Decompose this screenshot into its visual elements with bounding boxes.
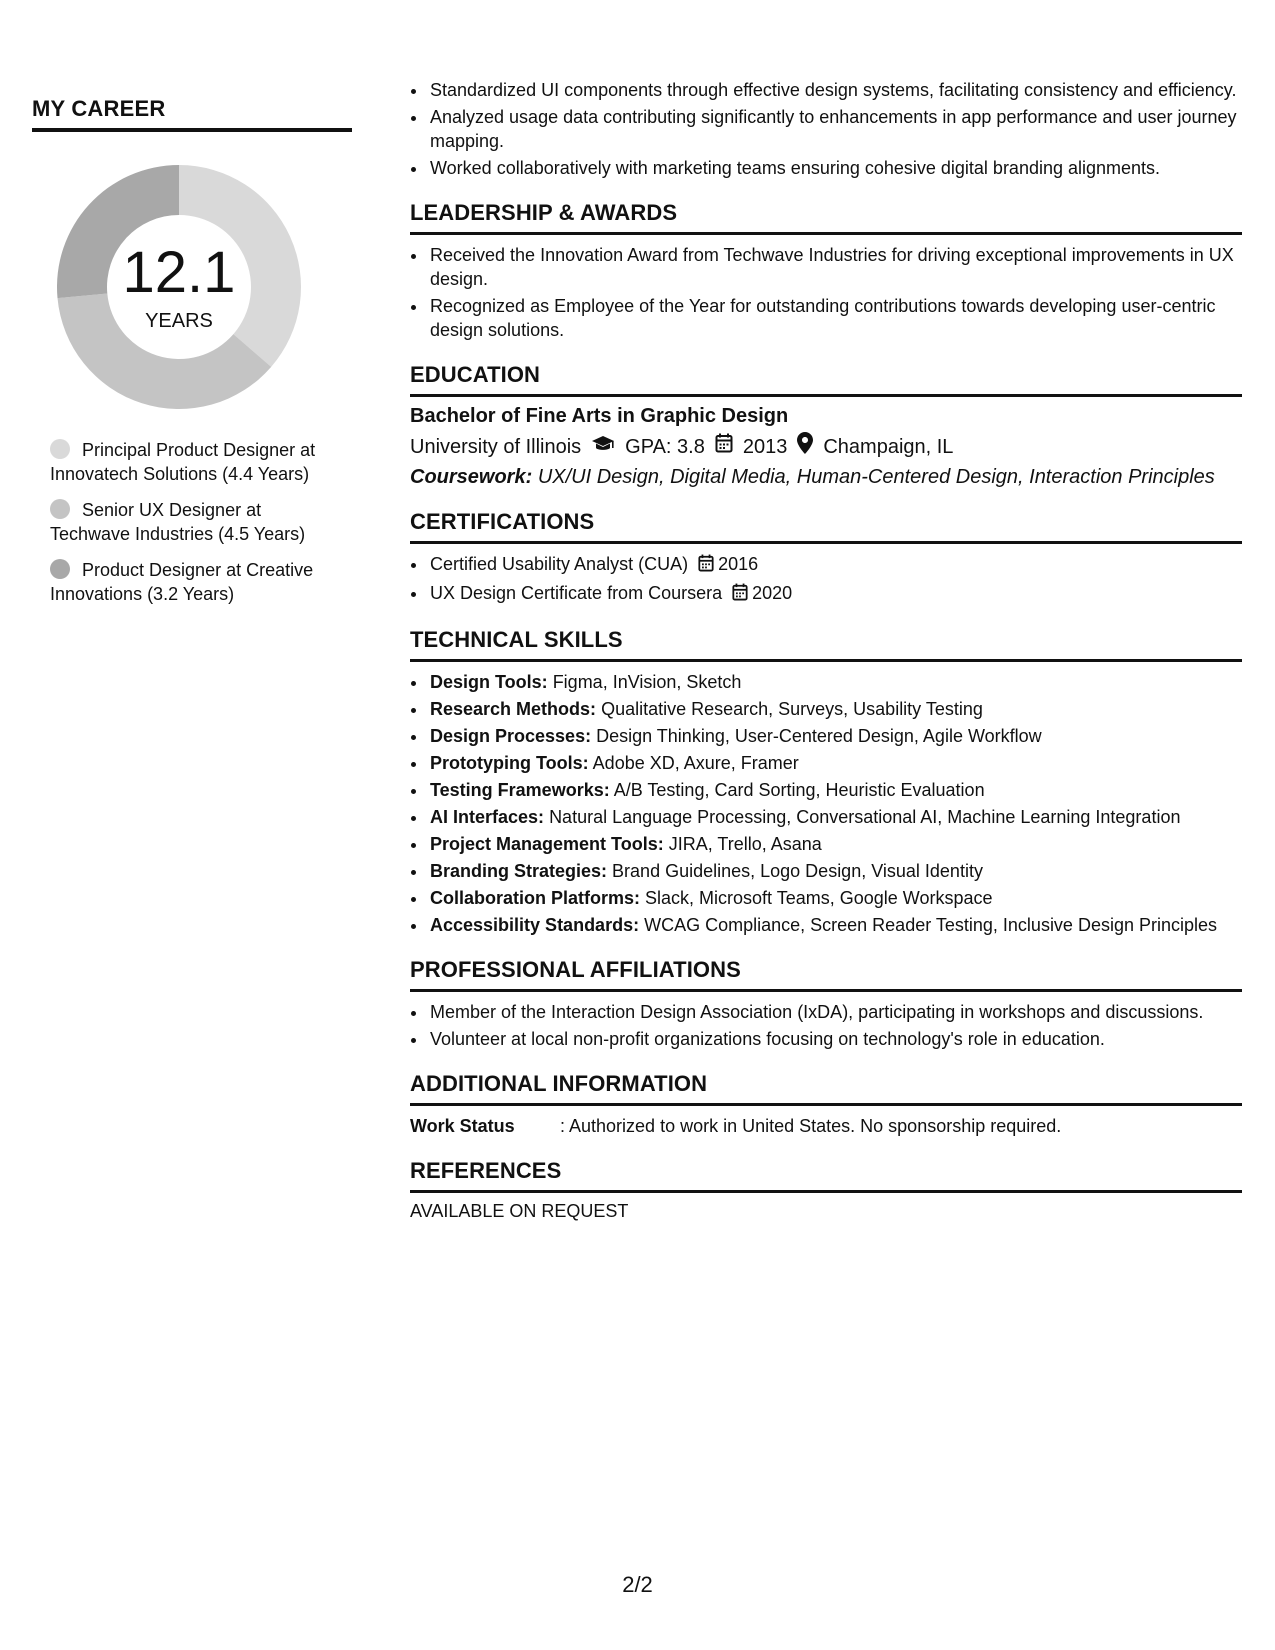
education-year: 2013	[742, 436, 788, 458]
legend-item	[50, 558, 330, 606]
list-item: • Volunteer at local non-profit organizations focusing on technology's role in education.	[428, 1027, 1242, 1051]
skill-value: Adobe XD, Axure, Framer	[592, 753, 799, 773]
education-gpa: GPA: 3.8	[625, 436, 705, 458]
list-item	[428, 805, 1242, 829]
skill-key: Accessibility Standards:	[430, 915, 640, 935]
calendar-icon	[698, 554, 714, 578]
skill-key: Project Management Tools:	[430, 834, 664, 854]
skill-value: Brand Guidelines, Logo Design, Visual Identity	[612, 861, 983, 881]
career-panel	[32, 96, 352, 618]
list-item	[428, 832, 1242, 856]
skill-key: Design Tools:	[430, 672, 548, 692]
section-title-affiliations: PROFESSIONAL AFFILIATIONS	[410, 957, 1242, 992]
certifications-list	[410, 552, 1242, 607]
career-donut-chart	[54, 162, 304, 412]
page-number: 2/2	[622, 1572, 653, 1597]
education-details	[410, 432, 1242, 462]
list-item	[428, 724, 1242, 748]
list-item	[428, 886, 1242, 910]
list-item: • Received the Innovation Award from Techwave Industries for driving exceptional improvements in UX design.	[428, 243, 1242, 291]
skill-value: Figma, InVision, Sketch	[552, 672, 742, 692]
list-item	[428, 552, 1242, 578]
legend-label: Principal Product Designer at Innovatech Solutions (4.4 Years)	[50, 440, 316, 484]
legend-item	[50, 438, 330, 486]
map-pin-icon	[797, 432, 813, 462]
education-coursework	[410, 466, 1242, 489]
leadership-list	[410, 243, 1242, 342]
section-title-education: EDUCATION	[410, 362, 1242, 397]
education-location: Champaign, IL	[823, 436, 954, 458]
legend-label: Senior UX Designer at Techwave Industries (4.5 Years)	[50, 500, 306, 544]
skill-value: Slack, Microsoft Teams, Google Workspace	[645, 888, 993, 908]
list-item	[428, 913, 1242, 937]
cert-name: Certified Usability Analyst (CUA)	[430, 554, 689, 574]
skill-value: JIRA, Trello, Asana	[668, 834, 822, 854]
list-item: • Standardized UI components through effective design systems, facilitating consistency and efficiency.	[428, 78, 1242, 102]
section-title-leadership: LEADERSHIP & AWARDS	[410, 200, 1242, 235]
legend-dot-icon	[50, 439, 70, 459]
section-title-skills: TECHNICAL SKILLS	[410, 627, 1242, 662]
list-item	[428, 670, 1242, 694]
coursework-label: Coursework:	[410, 466, 533, 488]
experience-bullets	[410, 78, 1242, 180]
list-item: • Member of the Interaction Design Association (IxDA), participating in workshops and discussions.	[428, 1000, 1242, 1024]
work-status-row	[410, 1114, 1242, 1138]
affiliations-list	[410, 1000, 1242, 1051]
skill-key: Collaboration Platforms:	[430, 888, 641, 908]
main-column	[410, 78, 1242, 1222]
section-title-additional: ADDITIONAL INFORMATION	[410, 1071, 1242, 1106]
section-title-references: REFERENCES	[410, 1158, 1242, 1193]
cert-name: UX Design Certificate from Coursera	[430, 583, 723, 603]
legend-dot-icon	[50, 559, 70, 579]
skill-value: Qualitative Research, Surveys, Usability Testing	[601, 699, 983, 719]
skill-key: Branding Strategies:	[430, 861, 608, 881]
legend-dot-icon	[50, 499, 70, 519]
references-text: AVAILABLE ON REQUEST	[410, 1201, 629, 1221]
section-title-certifications: CERTIFICATIONS	[410, 509, 1242, 544]
cert-year: 2020	[752, 583, 793, 603]
education-school: University of Illinois	[410, 436, 582, 458]
donut-center	[54, 162, 304, 412]
list-item	[428, 778, 1242, 802]
skill-key: Research Methods:	[430, 699, 597, 719]
calendar-icon	[715, 433, 733, 461]
list-item: • Analyzed usage data contributing significantly to enhancements in app performance and user journey mapping.	[428, 105, 1242, 153]
career-total-unit: YEARS	[145, 310, 213, 332]
list-item	[428, 859, 1242, 883]
skill-value: A/B Testing, Card Sorting, Heuristic Evaluation	[613, 780, 985, 800]
calendar-icon	[732, 583, 748, 607]
skill-key: Prototyping Tools:	[430, 753, 589, 773]
coursework-text: UX/UI Design, Digital Media, Human-Centered Design, Interaction Principles	[537, 466, 1215, 488]
cert-year: 2016	[718, 554, 759, 574]
list-item	[428, 581, 1242, 607]
work-status-label: Work Status	[410, 1116, 515, 1136]
work-status-value: : Authorized to work in United States. No sponsorship required.	[560, 1116, 1062, 1136]
list-item: • Recognized as Employee of the Year for outstanding contributions towards developing user-centric design solutions.	[428, 294, 1242, 342]
skill-value: Design Thinking, User-Centered Design, Agile Workflow	[596, 726, 1042, 746]
skill-key: Design Processes:	[430, 726, 592, 746]
skill-value: WCAG Compliance, Screen Reader Testing, Inclusive Design Principles	[644, 915, 1218, 935]
skill-key: AI Interfaces:	[430, 807, 545, 827]
career-legend	[50, 438, 330, 606]
legend-label: Product Designer at Creative Innovations (3.2 Years)	[50, 560, 314, 604]
career-title: MY CAREER	[32, 96, 352, 132]
legend-item	[50, 498, 330, 546]
career-total-years: 12.1	[122, 240, 236, 305]
list-item	[428, 751, 1242, 775]
skill-key: Testing Frameworks:	[430, 780, 610, 800]
list-item: • Worked collaboratively with marketing teams ensuring cohesive digital branding alignments.	[428, 156, 1242, 180]
education-degree: Bachelor of Fine Arts in Graphic Design	[410, 405, 789, 427]
skill-value: Natural Language Processing, Conversational AI, Machine Learning Integration	[549, 807, 1181, 827]
list-item	[428, 697, 1242, 721]
skills-list	[410, 670, 1242, 937]
graduation-cap-icon	[591, 433, 615, 461]
